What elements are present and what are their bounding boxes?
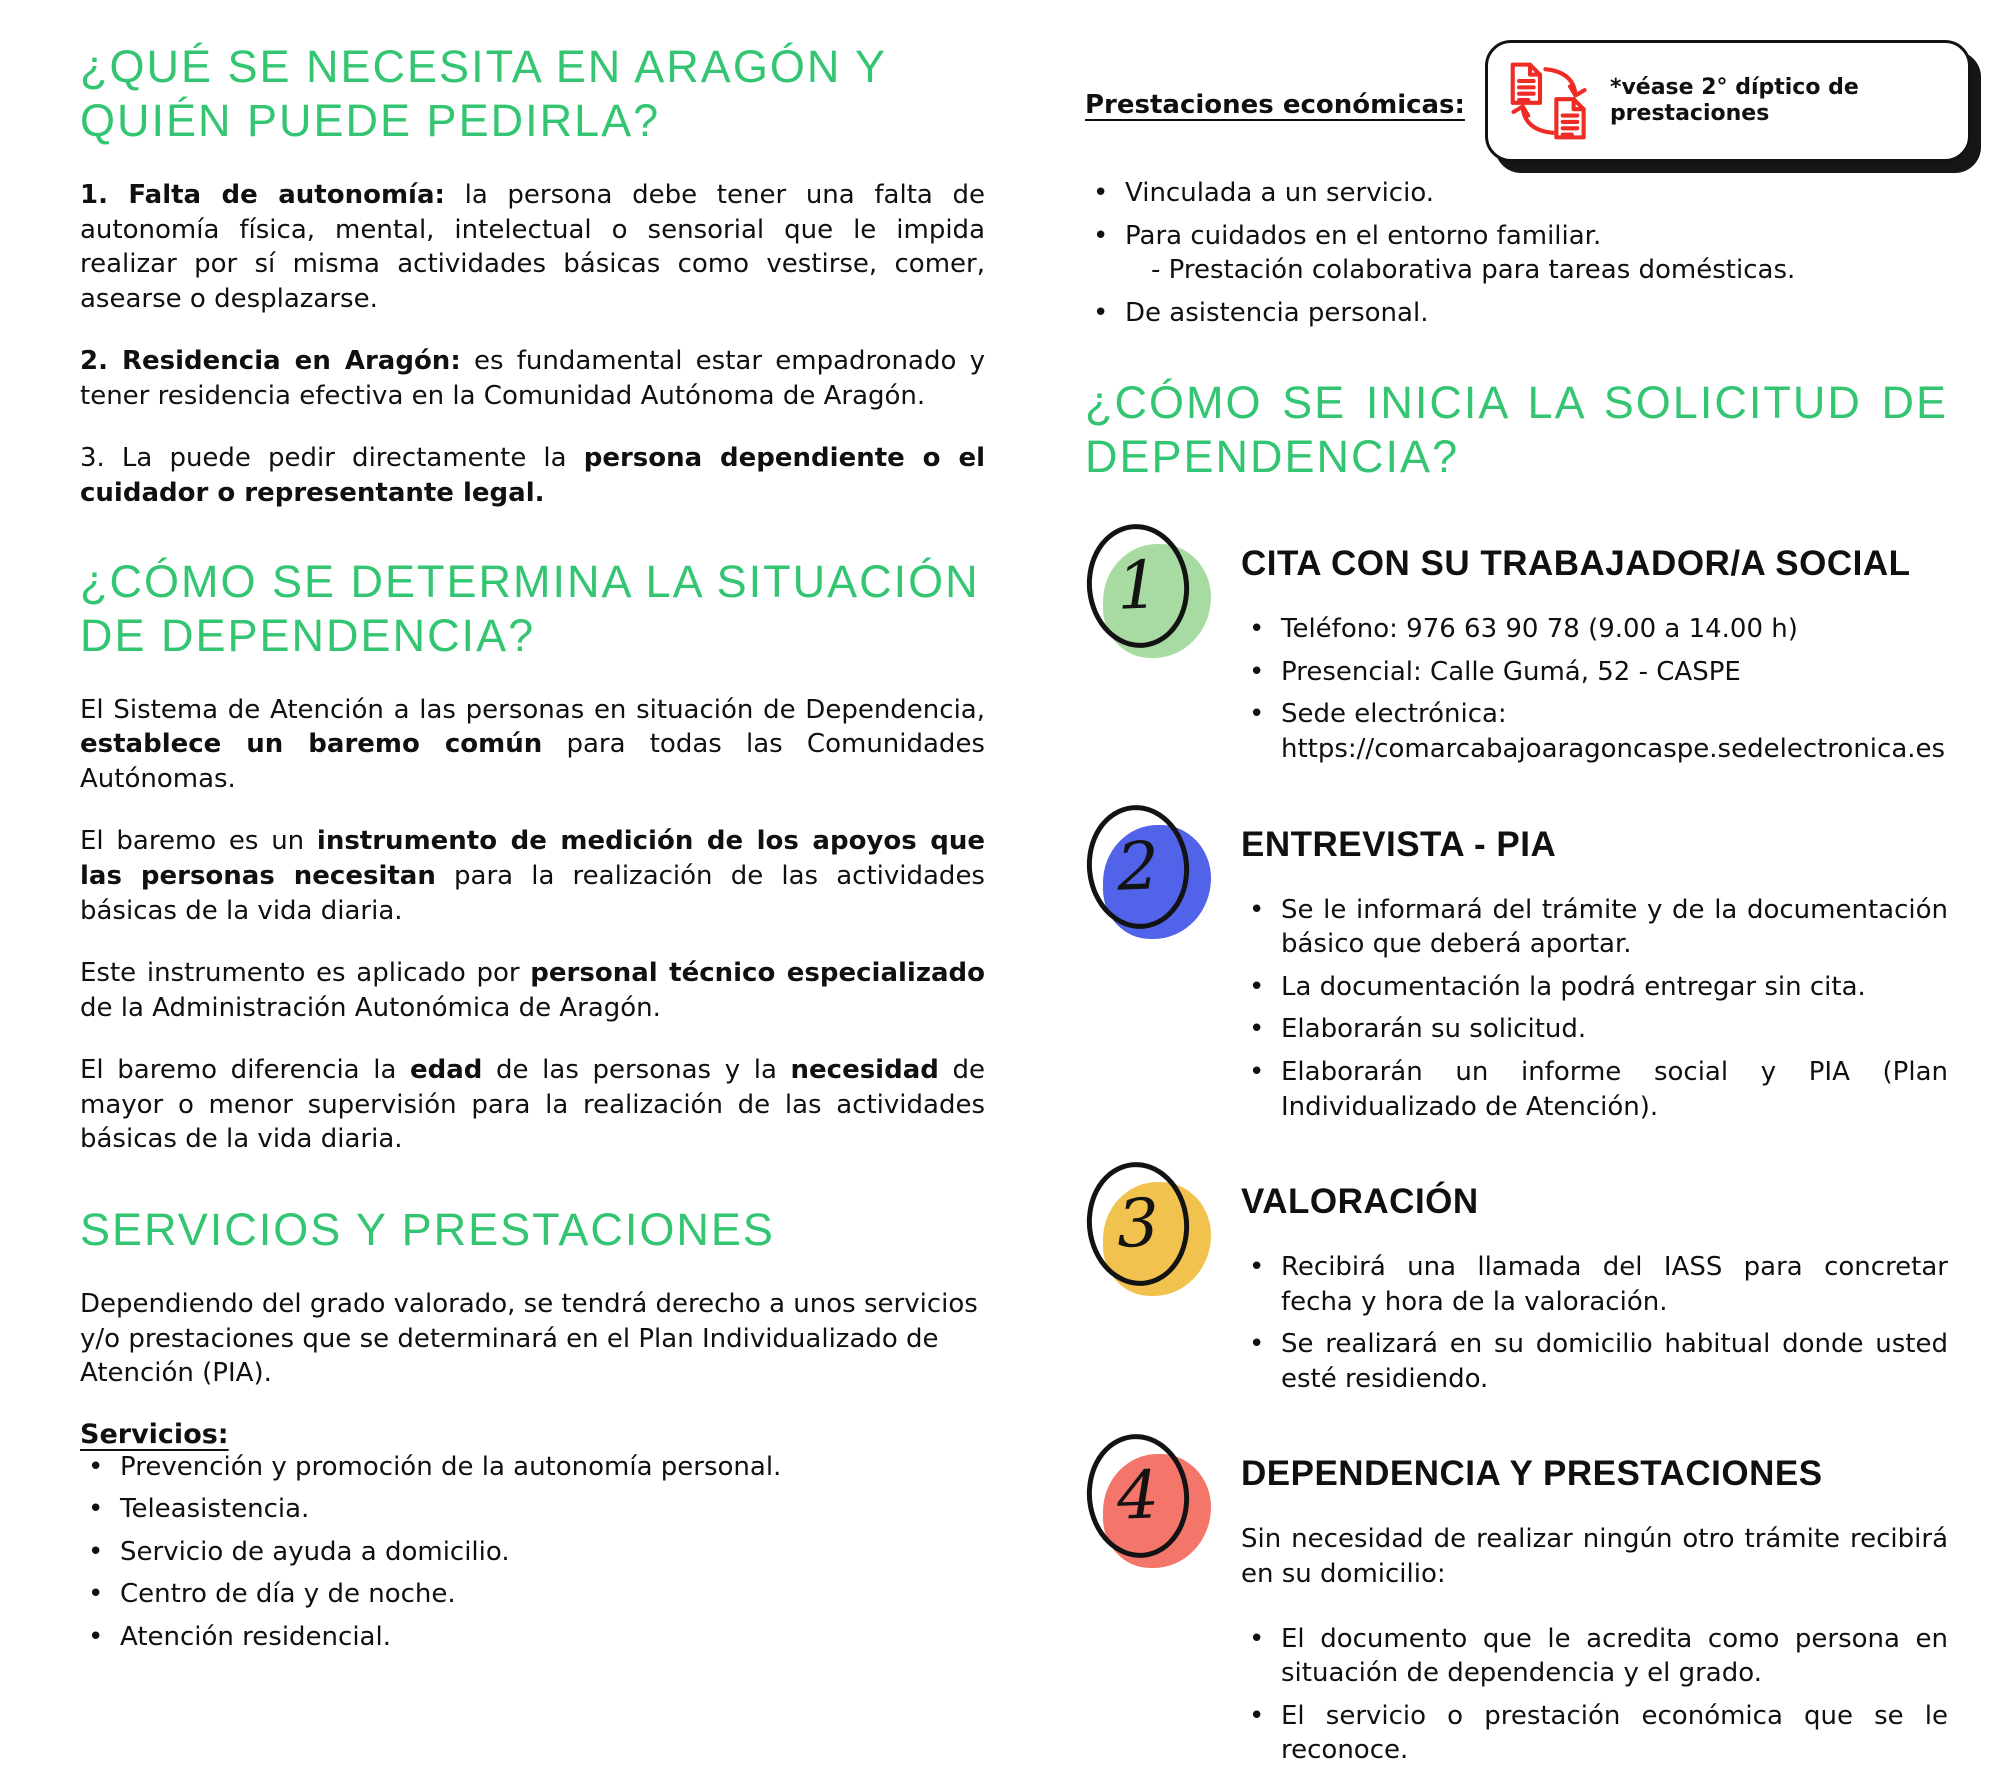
step-3-number-badge [1085, 1162, 1215, 1306]
paragraph-age-bold2: necesidad [790, 1055, 939, 1086]
step-4-bullet-documento: • El documento que le acredita como persona en situación de dependencia y el grado. [1241, 1622, 1948, 1691]
step-1-content [1241, 524, 1948, 774]
paragraph-instrument-bold: personal técnico especializado [530, 958, 985, 989]
paragraph-age-post: de mayor o menor supervisión para la realización de las actividades básicas de la vida diaria. [80, 1055, 985, 1155]
econ-item-asistencia-text: De asistencia personal. [1125, 297, 1429, 328]
step-3-bullet-llamada: • Recibirá una llamada del IASS para concretar fecha y hora de la valoración. [1241, 1250, 1948, 1319]
step-1-bullet-telefono: • Teléfono: 976 63 90 78 (9.00 a 14.00 h) [1241, 612, 1948, 647]
heading-how-to-start-line1: ¿CÓMO SE INICIA LA SOLICITUD DE [1085, 377, 1948, 429]
paragraph-baremo [80, 824, 985, 928]
paragraph-instrument [80, 956, 985, 1025]
service-item-prevencion: • Prevención y promoción de la autonomía personal. [80, 1450, 985, 1485]
step-2-bullet-solicitud: • Elaborarán su solicitud. [1241, 1012, 1948, 1047]
econ-item-vinculada [1085, 176, 1948, 211]
right-column [1085, 40, 1948, 1766]
econ-subitem-colaborativa: - Prestación colaborativa para tareas domésticas. [1151, 255, 1796, 286]
step-1-number: 1 [1115, 546, 1161, 626]
paragraph-system [80, 693, 985, 797]
step-3-bullet-domicilio: • Se realizará en su domicilio habitual donde usted esté residiendo. [1241, 1327, 1948, 1396]
service-item-residencial: • Atención residencial. [80, 1620, 985, 1655]
step-2-bullet-informara: • Se le informará del trámite y de la documentación básico que deberá aportar. [1241, 893, 1948, 962]
step-2-bullet-informe: • Elaborarán un informe social y PIA (Plan Individualizado de Atención). [1241, 1055, 1948, 1124]
heading-how-to-start [1085, 376, 1948, 484]
paragraph-grade: Dependiendo del grado valorado, se tendrá derecho a unos servicios y/o prestaciones que se determinará en el Plan Individualizado de Atención (PIA). [80, 1288, 978, 1389]
step-3-bullets [1241, 1250, 1948, 1396]
services-label: Servicios: [80, 1418, 229, 1450]
step-2-title: ENTREVISTA - PIA [1241, 824, 1557, 864]
paragraph-residence [80, 344, 985, 413]
paragraph-system-post: para todas las Comunidades Autónomas. [80, 729, 985, 794]
step-2-number: 2 [1115, 826, 1161, 906]
step-2-bullets [1241, 893, 1948, 1124]
economic-benefits-list [1085, 176, 1948, 330]
paragraph-age-mid: de las personas y la [482, 1055, 791, 1086]
step-2-content [1241, 805, 1948, 1132]
paragraph-who-requests [80, 441, 985, 510]
paragraph-autonomy-rest: la persona debe tener una falta de autonomía física, mental, intelectual o sensorial que le impida realizar por sí misma actividades básicas como vestirse, comer, asearse o desplazarse. [80, 180, 985, 314]
paragraph-system-bold: establece un baremo común [80, 729, 543, 760]
step-4-content [1241, 1434, 1948, 1775]
paragraph-who-requests-pre: 3. La puede pedir directamente la [80, 443, 584, 474]
step-1-bullet-presencial: • Presencial: Calle Gumá, 52 - CASPE [1241, 655, 1948, 690]
heading-requirements: ¿QUÉ SE NECESITA EN ARAGÓN Y QUIÉN PUEDE PEDIRLA? [80, 41, 887, 146]
econ-item-vinculada-text: Vinculada a un servicio. [1125, 178, 1435, 208]
step-1-bullet-sede [1241, 697, 1948, 766]
paragraph-who-requests-bold: persona dependiente o el cuidador o representante legal. [80, 443, 985, 509]
paragraph-age-pre: El baremo diferencia la [80, 1055, 411, 1086]
heading-determination: ¿CÓMO SE DETERMINA LA SITUACIÓN DE DEPENDENCIA? [80, 555, 980, 661]
paragraph-autonomy-lead: 1. Falta de autonomía: [80, 180, 445, 210]
paragraph-baremo-bold: instrumento de medición de los apoyos que las personas necesitan [80, 826, 985, 891]
econ-item-asistencia-personal [1085, 296, 1948, 331]
step-4-number: 4 [1115, 1456, 1161, 1536]
step-2-number-badge [1085, 805, 1215, 949]
step-1-title: CITA CON SU TRABAJADOR/A SOCIAL [1241, 544, 1911, 584]
left-column [80, 40, 985, 1653]
economic-benefits-header [1085, 40, 1948, 162]
service-item-centro-dia: • Centro de día y de noche. [80, 1577, 985, 1612]
paragraph-age [80, 1053, 985, 1157]
step-3-number: 3 [1115, 1184, 1161, 1263]
heading-how-to-start-line2: DEPENDENCIA? [1085, 431, 1460, 483]
service-item-ayuda-domicilio: • Servicio de ayuda a domicilio. [80, 1535, 985, 1570]
paragraph-instrument-pre: Este instrumento es aplicado por [80, 958, 531, 989]
step-4-title: DEPENDENCIA Y PRESTACIONES [1241, 1454, 1823, 1494]
step-2-entrevista [1085, 805, 1948, 1132]
econ-item-entorno-familiar [1085, 219, 1948, 288]
econ-item-entorno-text: Para cuidados en el entorno familiar. [1125, 220, 1602, 251]
paragraph-baremo-pre: El baremo es un [80, 826, 317, 857]
paragraph-residence-rest: es fundamental estar empadronado y tener residencia efectiva en la Comunidad Autónoma de Aragón. [80, 346, 985, 411]
step-3-valoracion [1085, 1162, 1948, 1404]
paragraph-baremo-post: para la realización de las actividades básicas de la vida diaria. [80, 860, 985, 926]
step-3-title: VALORACIÓN [1241, 1182, 1479, 1222]
step-3-content [1241, 1162, 1948, 1404]
see-second-leaflet-badge [1485, 40, 1971, 162]
economic-benefits-label: Prestaciones económicas: [1085, 90, 1465, 120]
services-list [80, 1450, 985, 1655]
step-1-bullet-sede-text: Sede electrónica: [1281, 699, 1507, 730]
paragraph-system-pre: El Sistema de Atención a las personas en situación de Dependencia, [80, 694, 985, 725]
step-4-intro: Sin necesidad de realizar ningún otro trámite recibirá en su domicilio: [1241, 1524, 1948, 1589]
step-4-number-badge [1085, 1434, 1215, 1578]
paragraph-age-bold1: edad [410, 1055, 483, 1086]
paragraph-autonomy [80, 178, 985, 316]
step-1-cita [1085, 524, 1948, 774]
paragraph-residence-lead: 2. Residencia en Aragón: [80, 346, 461, 377]
service-item-teleasistencia: • Teleasistencia. [80, 1492, 985, 1527]
see-second-leaflet-note: *véase 2° díptico de prestaciones [1609, 74, 1859, 126]
paragraph-instrument-post: de la Administración Autonómica de Aragón. [80, 992, 661, 1023]
step-1-number-badge [1085, 524, 1215, 668]
step-4-dependencia [1085, 1434, 1948, 1775]
step-4-bullets [1241, 1622, 1948, 1768]
heading-services: SERVICIOS Y PRESTACIONES [80, 1203, 775, 1255]
step-2-bullet-sin-cita: • La documentación la podrá entregar sin cita. [1241, 970, 1948, 1005]
documents-exchange-icon [1500, 51, 1600, 151]
sede-electronica-url: https://comarcabajoaragoncaspe.sedelectronica.es [1281, 734, 1946, 765]
step-1-bullets [1241, 612, 1948, 766]
step-4-bullet-servicio: • El servicio o prestación económica que se le reconoce. [1241, 1699, 1948, 1768]
